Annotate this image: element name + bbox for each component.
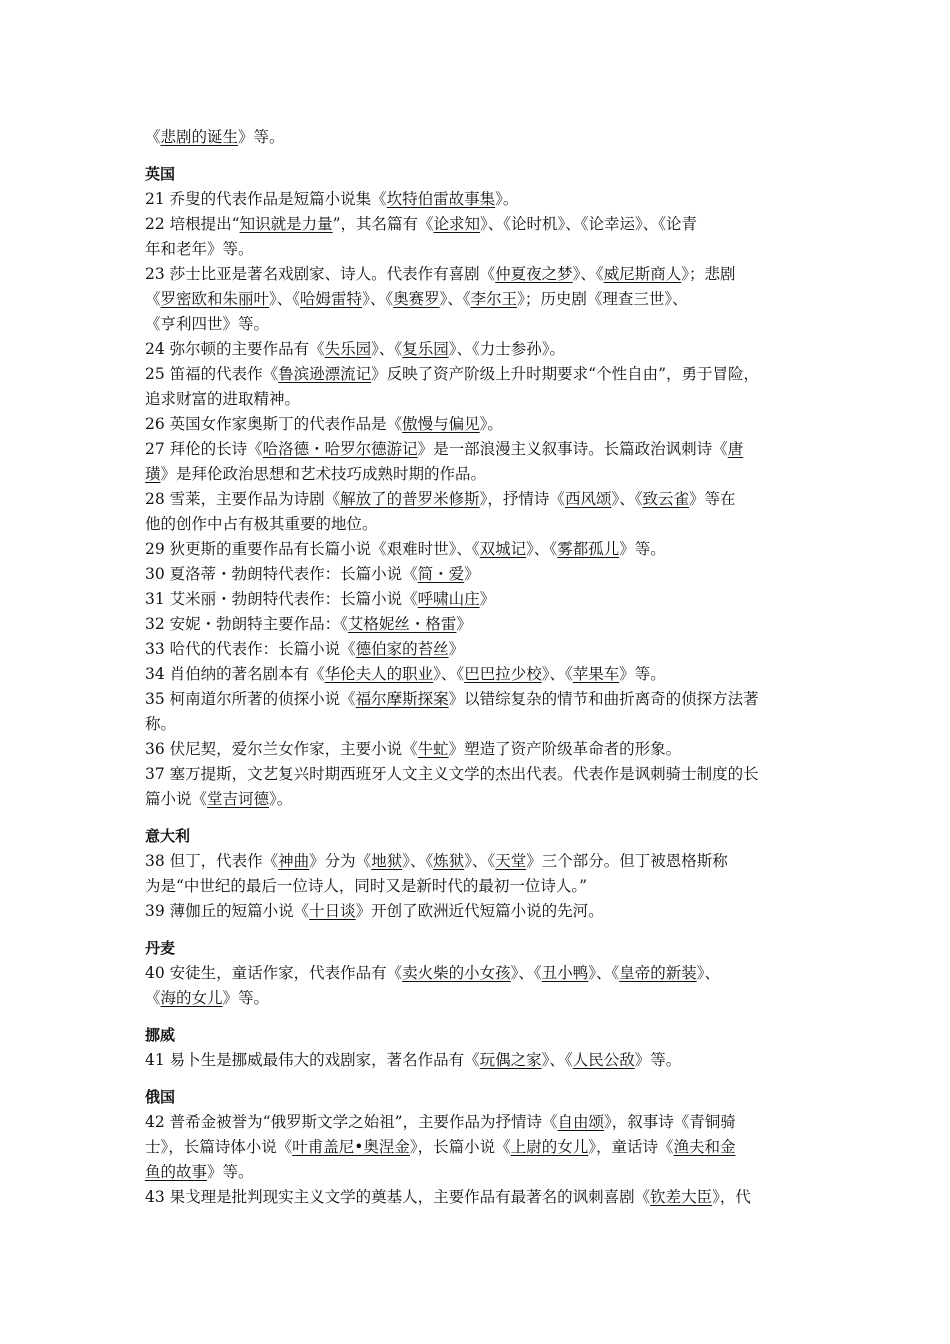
document-body xyxy=(145,125,822,1210)
line-text: 年和老年》等。 xyxy=(145,240,254,258)
line-text: 》 xyxy=(479,590,496,608)
work-title: 双城记 xyxy=(479,540,527,558)
section-heading xyxy=(145,936,822,961)
line-text: 》。 xyxy=(269,790,293,808)
line-text: 》是一部浪漫主义叙事诗。长篇政治讽刺诗《 xyxy=(417,440,728,458)
work-title: 十日谈 xyxy=(309,902,356,920)
heading-text: 丹麦 xyxy=(145,939,176,957)
line-text: 24 弥尔顿的主要作品有《 xyxy=(145,340,325,358)
text-line xyxy=(145,1160,822,1185)
work-title: 苹果车 xyxy=(572,665,620,683)
text-line xyxy=(145,899,822,924)
work-title: 德伯家的苔丝 xyxy=(355,640,449,658)
line-text: 》，代 xyxy=(712,1188,751,1206)
line-text: 》、《 xyxy=(464,852,496,870)
line-text: 32 安妮・勃朗特主要作品：《 xyxy=(145,615,348,633)
line-text: 他的创作中占有极其重要的地位。 xyxy=(145,515,378,533)
text-line xyxy=(145,961,822,986)
line-text: 30 夏洛蒂・勃朗特代表作：长篇小说《 xyxy=(145,565,418,583)
text-line xyxy=(145,874,822,899)
line-text: 》。 xyxy=(495,190,519,208)
work-title: 人民公敌 xyxy=(572,1051,635,1069)
line-text: 》、《 xyxy=(362,290,394,308)
line-text: 34 肖伯纳的著名剧本有《 xyxy=(145,665,325,683)
text-line xyxy=(145,437,822,462)
work-title: 复乐园 xyxy=(402,340,449,358)
line-text: 》，长篇小说《 xyxy=(409,1138,511,1156)
work-title: 牛虻 xyxy=(417,740,449,758)
line-text: 》，抒情诗《 xyxy=(479,490,565,508)
work-title: 海的女儿 xyxy=(160,989,223,1007)
text-line xyxy=(145,1048,822,1073)
line-text: 》；悲剧 xyxy=(681,265,736,283)
line-text: 43 果戈理是批判现实主义文学的奠基人，主要作品有最著名的讽刺喜剧《 xyxy=(145,1188,651,1206)
line-text: 》是拜伦政治思想和艺术技巧成熟时期的作品。 xyxy=(160,465,487,483)
work-title: 玩偶之家 xyxy=(479,1051,542,1069)
work-title: 仲夏夜之梦 xyxy=(495,265,573,283)
line-text: 37 塞万提斯，文艺复兴时期西班牙人文主义文学的杰出代表。代表作是讽刺骑士制度的长 xyxy=(145,765,759,783)
text-line xyxy=(145,1185,822,1210)
work-title: 叶甫盖尼•奥涅金 xyxy=(292,1138,410,1156)
text-line xyxy=(145,787,822,812)
line-text: 22 培根提出“ xyxy=(145,215,240,233)
line-text: 》，童话诗《 xyxy=(588,1138,674,1156)
text-line xyxy=(145,1110,822,1135)
line-text: 31 艾米丽・勃朗特代表作：长篇小说《 xyxy=(145,590,418,608)
work-title: 知识就是力量 xyxy=(239,215,333,233)
line-text: 》等。 xyxy=(634,1051,682,1069)
line-text: ”，其名篇有《 xyxy=(332,215,434,233)
line-text: 》等。 xyxy=(222,989,270,1007)
line-text: 》三个部分。但丁被恩格斯称 xyxy=(526,852,728,870)
work-title: 神曲 xyxy=(278,852,310,870)
section-heading xyxy=(145,1085,822,1110)
line-text: 》、《 xyxy=(526,540,558,558)
text-line xyxy=(145,562,822,587)
line-text: 40 安徒生，童话作家，代表作品有《 xyxy=(145,964,403,982)
work-title: 鱼的故事 xyxy=(145,1163,208,1181)
line-text: 士》，长篇诗体小说《 xyxy=(145,1138,293,1156)
work-title: 上尉的女儿 xyxy=(510,1138,589,1156)
section-heading xyxy=(145,1023,822,1048)
text-line xyxy=(145,212,822,237)
line-text: 》、《 xyxy=(541,665,573,683)
line-text: 》、《 xyxy=(439,290,471,308)
line-text: 36 伏尼契，爱尔兰女作家，主要小说《 xyxy=(145,740,418,758)
section-heading xyxy=(145,162,822,187)
work-title: 致云雀 xyxy=(642,490,689,508)
line-text: 篇小说《 xyxy=(145,790,208,808)
line-text: 》等在 xyxy=(688,490,736,508)
work-title: 堂吉诃德 xyxy=(207,790,270,808)
text-line xyxy=(145,312,822,337)
work-title: 失乐园 xyxy=(324,340,372,358)
work-title: 皇帝的新装 xyxy=(619,964,697,982)
line-text: 》塑造了资产阶级革命者的形象。 xyxy=(448,740,682,758)
line-text: 28 雪莱，主要作品为诗剧《 xyxy=(145,490,341,508)
work-title: 雾都孤儿 xyxy=(557,540,620,558)
line-text: 》。 xyxy=(479,415,503,433)
line-text: 》、《 xyxy=(371,340,403,358)
text-line xyxy=(145,849,822,874)
line-text: 为是“中世纪的最后一位诗人，同时又是新时代的最初一位诗人。” xyxy=(145,877,588,895)
line-text: 》、 xyxy=(696,964,720,982)
work-title: 西风颂 xyxy=(564,490,612,508)
work-title: 呼啸山庄 xyxy=(417,590,480,608)
line-text: 27 拜伦的长诗《 xyxy=(145,440,263,458)
text-line xyxy=(145,187,822,212)
line-text: 23 莎士比亚是著名戏剧家、诗人。代表作有喜剧《 xyxy=(145,265,496,283)
line-text: 追求财富的进取精神。 xyxy=(145,390,301,408)
line-text: 》反映了资产阶级上升时期要求“个性自由”，勇于冒险， xyxy=(371,365,760,383)
line-text: 》 xyxy=(464,565,480,583)
line-text: 》、《力士参孙》。 xyxy=(448,340,565,358)
heading-text: 挪威 xyxy=(145,1026,176,1044)
text-line xyxy=(145,262,822,287)
text-line xyxy=(145,637,822,662)
line-text: 《 xyxy=(145,290,161,308)
line-text: 》等。 xyxy=(207,1163,254,1181)
work-title: 巴巴拉少校 xyxy=(464,665,542,683)
work-title: 渔夫和金 xyxy=(673,1138,736,1156)
line-text: 》、《 xyxy=(588,964,620,982)
work-title: 福尔摩斯探案 xyxy=(355,690,449,708)
text-line xyxy=(145,412,822,437)
work-title: 卖火柴的小女孩 xyxy=(402,964,511,982)
text-line xyxy=(145,537,822,562)
text-line xyxy=(145,287,822,312)
line-text: 41 易卜生是挪威最伟大的戏剧家，著名作品有《 xyxy=(145,1051,480,1069)
line-text: 》等。 xyxy=(238,128,285,146)
line-text: 》、《 xyxy=(541,1051,573,1069)
line-text: 38 但丁，代表作《 xyxy=(145,852,279,870)
text-line xyxy=(145,662,822,687)
text-line xyxy=(145,512,822,537)
work-title: 炼狱 xyxy=(433,852,465,870)
line-text: 》 xyxy=(456,615,472,633)
work-title: 罗密欧和朱丽叶 xyxy=(160,290,270,308)
line-text: 》等。 xyxy=(619,540,666,558)
line-text: 35 柯南道尔所著的侦探小说《 xyxy=(145,690,356,708)
line-text: 42 普希金被誉为“俄罗斯文学之始祖”，主要作品为抒情诗《 xyxy=(145,1113,558,1131)
work-title: 丑小鸭 xyxy=(541,964,589,982)
work-title: 自由颂 xyxy=(557,1113,605,1131)
work-title: 鲁滨逊漂流记 xyxy=(278,365,372,383)
line-text: 》、《 xyxy=(402,852,434,870)
line-text: 》，叙事诗《青铜骑 xyxy=(604,1113,736,1131)
text-line xyxy=(145,687,822,712)
heading-text: 英国 xyxy=(145,165,176,183)
text-line xyxy=(145,737,822,762)
text-line xyxy=(145,362,822,387)
heading-text: 意大利 xyxy=(145,827,191,845)
line-text: 《亨利四世》等。 xyxy=(145,315,270,333)
text-line xyxy=(145,587,822,612)
line-text: 》等。 xyxy=(619,665,666,683)
work-title: 璜 xyxy=(145,465,161,483)
text-line xyxy=(145,1135,822,1160)
section-heading xyxy=(145,824,822,849)
work-title: 唐 xyxy=(727,440,744,458)
work-title: 艾格妮丝・格雷 xyxy=(347,615,457,633)
text-line xyxy=(145,487,822,512)
work-title: 奥赛罗 xyxy=(393,290,440,308)
work-title: 华伦夫人的职业 xyxy=(324,665,434,683)
line-text: 》、《 xyxy=(269,290,301,308)
line-text: 》开创了欧洲近代短篇小说的先河。 xyxy=(355,902,604,920)
line-text: 26 英国女作家奥斯丁的代表作品是《 xyxy=(145,415,403,433)
line-text: 《 xyxy=(145,128,161,146)
text-line xyxy=(145,387,822,412)
line-text: 称。 xyxy=(145,715,177,733)
line-text: 》、《 xyxy=(572,265,604,283)
work-title: 简・爱 xyxy=(417,565,465,583)
line-text: 》、《论时机》、《论幸运》、《论青 xyxy=(480,215,698,233)
line-text: 29 狄更斯的重要作品有长篇小说《艰难时世》、《 xyxy=(145,540,480,558)
work-title: 哈姆雷特 xyxy=(300,290,363,308)
work-title: 威尼斯商人 xyxy=(603,265,682,283)
work-title: 钦差大臣 xyxy=(650,1188,713,1206)
line-text: 》分为《 xyxy=(309,852,372,870)
work-title: 解放了的普罗米修斯 xyxy=(340,490,480,508)
work-title: 悲剧的诞生 xyxy=(160,128,239,146)
text-line xyxy=(145,125,822,150)
work-title: 傲慢与偏见 xyxy=(402,415,480,433)
text-line xyxy=(145,712,822,737)
text-line xyxy=(145,337,822,362)
line-text: 《 xyxy=(145,989,161,1007)
work-title: 地狱 xyxy=(371,852,403,870)
work-title: 论求知 xyxy=(433,215,481,233)
heading-text: 俄国 xyxy=(145,1088,176,1106)
line-text: 》、《 xyxy=(510,964,542,982)
text-line xyxy=(145,612,822,637)
text-line xyxy=(145,762,822,787)
line-text: 》、《 xyxy=(433,665,465,683)
text-line xyxy=(145,237,822,262)
line-text: 》 xyxy=(448,640,465,658)
work-title: 天堂 xyxy=(495,852,527,870)
line-text: 》以错综复杂的情节和曲折离奇的侦探方法著 xyxy=(448,690,759,708)
line-text: 》、《 xyxy=(611,490,643,508)
line-text: 33 哈代的代表作：长篇小说《 xyxy=(145,640,356,658)
text-line xyxy=(145,462,822,487)
line-text: 21 乔叟的代表作品是短篇小说集《 xyxy=(145,190,387,208)
line-text: 25 笛福的代表作《 xyxy=(145,365,279,383)
work-title: 哈洛德・哈罗尔德游记 xyxy=(262,440,418,458)
text-line xyxy=(145,986,822,1011)
line-text: 39 薄伽丘的短篇小说《 xyxy=(145,902,310,920)
work-title: 李尔王 xyxy=(470,290,518,308)
work-title: 坎特伯雷故事集 xyxy=(386,190,496,208)
line-text: 》；历史剧《理查三世》、 xyxy=(517,290,688,308)
